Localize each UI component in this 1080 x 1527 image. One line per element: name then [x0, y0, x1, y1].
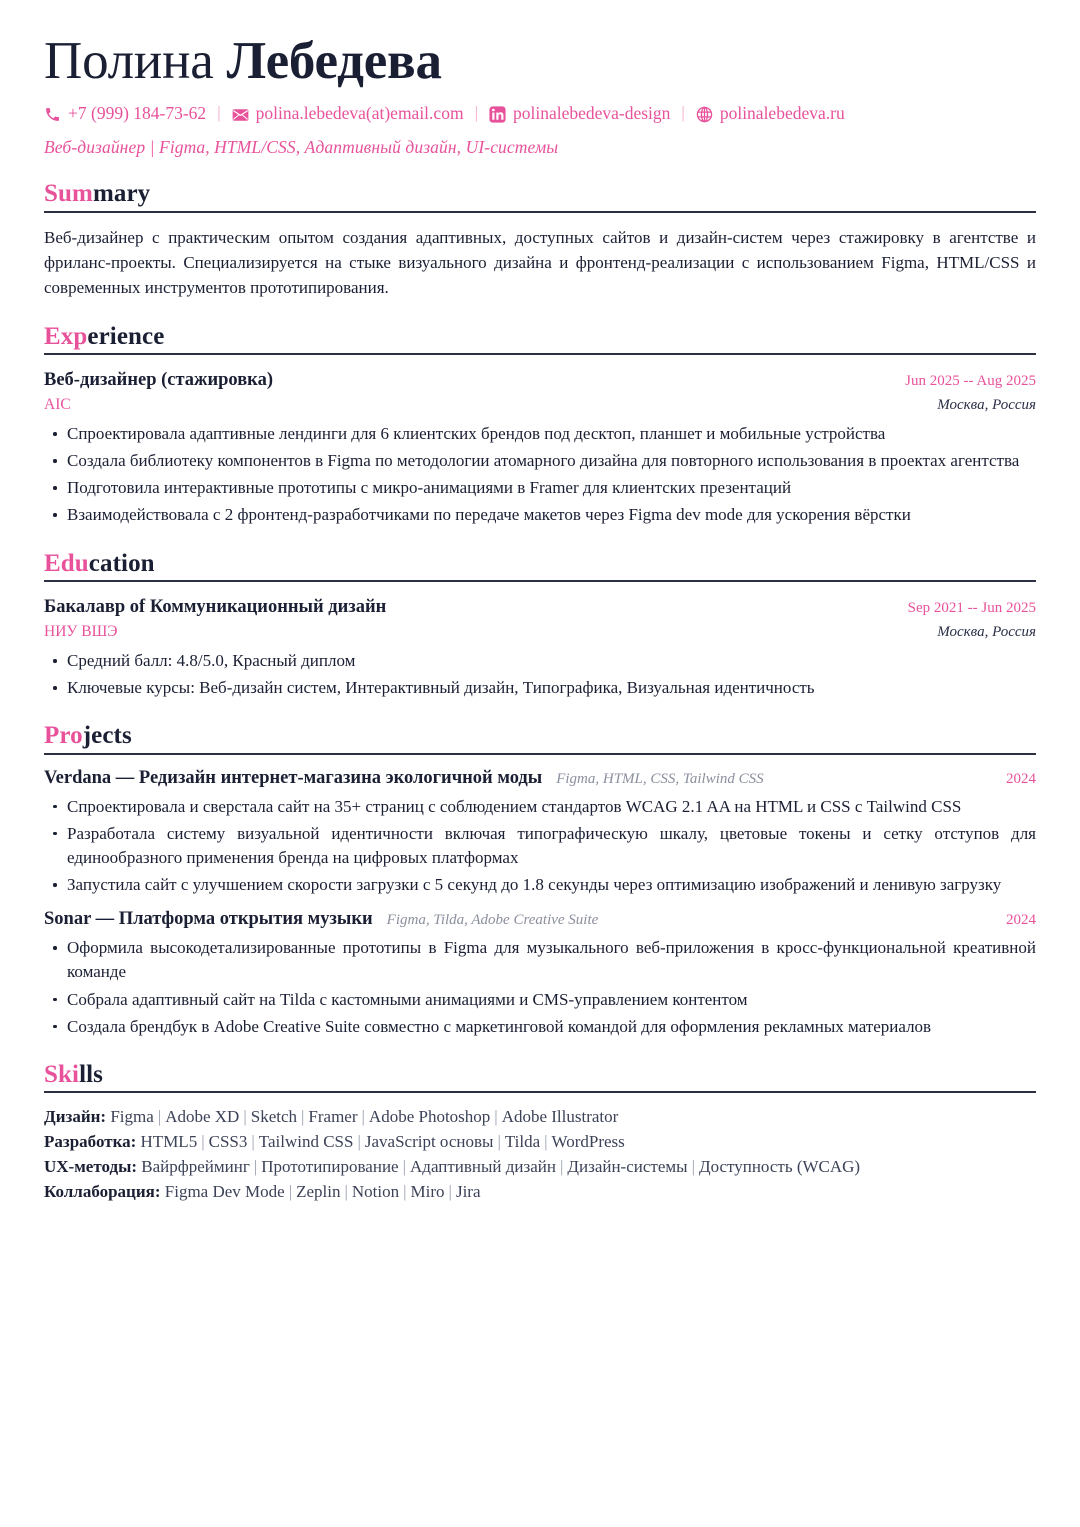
skill-separator: |	[361, 1107, 365, 1127]
skill-separator: |	[253, 1157, 258, 1177]
skill-item: CSS3	[208, 1132, 248, 1152]
globe-icon	[696, 106, 713, 123]
skill-item: Adobe XD	[165, 1107, 240, 1127]
section-heading-experience	[44, 323, 1036, 354]
skill-item: Adobe Illustrator	[501, 1107, 619, 1127]
heading-accent: Edu	[44, 549, 89, 577]
section-heading-projects	[44, 722, 1036, 753]
heading-accent: Exp	[44, 322, 88, 350]
contact-line	[44, 103, 1036, 124]
linkedin-icon	[489, 106, 506, 123]
envelope-icon	[232, 106, 249, 123]
list-item: Оформила высокодетализированные прототипы в Figma для музыкального веб-приложения в кросс-функциональной креативной команде	[44, 936, 1036, 984]
project-year: 2024	[1006, 912, 1036, 929]
institution-name: НИУ ВШЭ	[44, 623, 118, 640]
list-item: Ключевые курсы: Веб-дизайн систем, Интерактивный дизайн, Типографика, Визуальная идентичность	[44, 676, 1036, 700]
skill-separator: |	[288, 1182, 293, 1202]
list-item: Создала библиотеку компонентов в Figma по методологии атомарного дизайна для повторного использования в проектах агентства	[44, 449, 1036, 473]
skill-item: Sketch	[250, 1107, 298, 1127]
skill-item: HTML5	[140, 1132, 198, 1152]
project-bullet-list	[44, 795, 1036, 898]
contact-linkedin[interactable]	[489, 103, 670, 124]
skill-item: Figma	[110, 1107, 154, 1127]
list-item: Средний балл: 4.8/5.0, Красный диплом	[44, 649, 1036, 673]
education-entry	[44, 595, 1036, 700]
project-name: Sonar — Платформа открытия музыки	[44, 909, 373, 930]
section-projects	[44, 722, 1036, 1039]
skill-separator: |	[691, 1157, 695, 1177]
degree-date-range: Sep 2021 -- Jun 2025	[907, 600, 1036, 617]
skill-category-label: Коллаборация:	[44, 1182, 165, 1202]
job-title: Веб-дизайнер (стажировка)	[44, 370, 273, 391]
skill-separator: |	[403, 1182, 407, 1202]
contact-email[interactable]	[232, 103, 464, 124]
page-title	[44, 34, 1036, 89]
skill-separator: |	[560, 1157, 564, 1177]
skill-separator: |	[357, 1132, 361, 1152]
project-title-group	[44, 909, 598, 930]
resume-header	[44, 34, 1036, 158]
project-tech-stack: Figma, Tilda, Adobe Creative Suite	[386, 912, 599, 929]
section-skills	[44, 1061, 1036, 1205]
skill-row	[44, 1105, 1036, 1130]
first-name: Полина	[44, 32, 214, 90]
section-experience	[44, 323, 1036, 528]
skill-category-label: UX-методы:	[44, 1157, 142, 1177]
institution-location: Москва, Россия	[937, 624, 1036, 640]
section-heading-education	[44, 550, 1036, 581]
section-divider	[44, 1091, 1036, 1093]
heading-rest: erience	[87, 322, 165, 350]
experience-entry	[44, 368, 1036, 527]
section-divider	[44, 580, 1036, 582]
entry-subheader	[44, 394, 1036, 416]
list-item: Разработала систему визуальной идентичности включая типографическую шкалу, цветовые токены и сетку отступов для единообразного применения бренда на цифровых платформах	[44, 822, 1036, 870]
contact-website-text: polinalebedeva.ru	[719, 103, 845, 124]
list-item: Взаимодействовала с 2 фронтенд-разработчиками по передаче макетов через Figma dev mode для ускорения вёрстки	[44, 503, 1036, 527]
contact-separator: |	[681, 103, 685, 123]
section-heading-summary	[44, 180, 1036, 211]
skill-separator: |	[243, 1107, 247, 1127]
skill-item: Доступность (WCAG)	[698, 1157, 861, 1177]
project-bullet-list	[44, 936, 1036, 1039]
contact-email-text: polina.lebedeva(at)email.com	[255, 103, 464, 124]
heading-rest: jects	[82, 722, 132, 750]
section-divider	[44, 753, 1036, 755]
skill-row	[44, 1130, 1036, 1155]
skill-item: Jira	[455, 1182, 481, 1202]
skill-category-label: Дизайн:	[44, 1107, 111, 1127]
list-item: Создала брендбук в Adobe Creative Suite совместно с маркетинговой командой для оформления рекламных материалов	[44, 1015, 1036, 1039]
skill-separator: |	[544, 1132, 548, 1152]
project-name: Verdana — Редизайн интернет-магазина экологичной моды	[44, 767, 543, 788]
skill-separator: |	[301, 1107, 305, 1127]
skill-item: Tailwind CSS	[258, 1132, 354, 1152]
skill-item: Adobe Photoshop	[368, 1107, 491, 1127]
section-education	[44, 550, 1036, 701]
skills-list	[44, 1105, 1036, 1205]
skill-item: Notion	[351, 1182, 400, 1202]
skill-item: Framer	[308, 1107, 358, 1127]
entry-subheader	[44, 621, 1036, 643]
heading-rest: cation	[88, 549, 155, 577]
project-tech-stack: Figma, HTML, CSS, Tailwind CSS	[556, 770, 764, 787]
last-name: Лебедева	[226, 32, 442, 90]
contact-website[interactable]	[696, 103, 845, 124]
skill-item: Miro	[410, 1182, 445, 1202]
skill-separator: |	[494, 1107, 498, 1127]
entry-header	[44, 595, 1036, 620]
skill-item: Прототипирование	[261, 1157, 399, 1177]
list-item: Спроектировала адаптивные лендинги для 6 клиентских брендов под десктоп, планшет и мобильные устройства	[44, 422, 1036, 446]
company-name: AIC	[44, 396, 71, 414]
section-divider	[44, 211, 1036, 213]
skill-separator: |	[448, 1182, 452, 1202]
skill-separator: |	[157, 1107, 162, 1127]
skill-separator: |	[402, 1157, 407, 1177]
list-item: Спроектировала и сверстала сайт на 35+ страниц с соблюдением стандартов WCAG 2.1 AA на HTML и CSS с Tailwind CSS	[44, 795, 1036, 819]
skill-separator: |	[201, 1132, 205, 1152]
project-title-group	[44, 768, 764, 789]
skill-item: JavaScript основы	[364, 1132, 494, 1152]
skill-row	[44, 1180, 1036, 1205]
skill-item: Tilda	[504, 1132, 541, 1152]
job-date-range: Jun 2025 -- Aug 2025	[905, 373, 1036, 390]
skill-item: WordPress	[551, 1132, 625, 1152]
list-item: Собрала адаптивный сайт на Tilda с кастомными анимациями и CMS-управлением контентом	[44, 988, 1036, 1012]
heading-accent: Pro	[44, 722, 83, 750]
professional-headline: Веб-дизайнер | Figma, HTML/CSS, Адаптивный дизайн, UI-системы	[44, 137, 559, 158]
skill-category-label: Разработка:	[44, 1132, 141, 1152]
summary-text: Веб-дизайнер с практическим опытом создания адаптивных, доступных сайтов и дизайн-систем через стажировку в агентстве и фриланс-проекты. Специализируется на стыке визуального дизайна и фронтенд-реализации с использованием Figma, HTML/CSS и современных инструментов прототипирования.	[44, 227, 1036, 297]
section-summary	[44, 180, 1036, 300]
project-year: 2024	[1006, 770, 1036, 787]
skill-row	[44, 1155, 1036, 1180]
heading-accent: Sum	[44, 180, 93, 208]
list-item: Запустила сайт с улучшением скорости загрузки с 5 секунд до 1.8 секунды через оптимизацию изображений и ленивую загрузку	[44, 873, 1036, 897]
project-header	[44, 909, 1036, 930]
skill-separator: |	[344, 1182, 348, 1202]
skill-separator: |	[497, 1132, 501, 1152]
entry-header	[44, 368, 1036, 393]
phone-icon	[44, 106, 61, 123]
skill-separator: |	[251, 1132, 255, 1152]
skill-item: Дизайн-системы	[567, 1157, 688, 1177]
list-item: Подготовила интерактивные прототипы с микро-анимациями в Framer для клиентских презентаций	[44, 476, 1036, 500]
contact-phone-text: +7 (999) 184-73-62	[68, 103, 207, 124]
skill-item: Zeplin	[296, 1182, 341, 1202]
contact-separator: |	[474, 103, 478, 123]
skill-item: Вайрфрейминг	[141, 1157, 250, 1177]
project-entry	[44, 768, 1036, 898]
project-header	[44, 768, 1036, 789]
section-divider	[44, 353, 1036, 355]
heading-rest: mary	[92, 180, 151, 208]
heading-rest: lls	[79, 1060, 103, 1088]
job-location: Москва, Россия	[937, 397, 1036, 414]
contact-separator: |	[217, 103, 221, 123]
heading-accent: Ski	[44, 1060, 80, 1088]
skill-item: Figma Dev Mode	[164, 1182, 285, 1202]
contact-phone[interactable]	[44, 103, 206, 124]
skill-item: Адаптивный дизайн	[410, 1157, 556, 1177]
degree-title: Бакалавр of Коммуникационный дизайн	[44, 597, 387, 618]
project-entry	[44, 909, 1036, 1039]
contact-linkedin-text: polinalebedeva-design	[512, 103, 671, 124]
section-heading-skills	[44, 1061, 1036, 1092]
job-bullet-list	[44, 422, 1036, 528]
education-bullet-list	[44, 649, 1036, 700]
